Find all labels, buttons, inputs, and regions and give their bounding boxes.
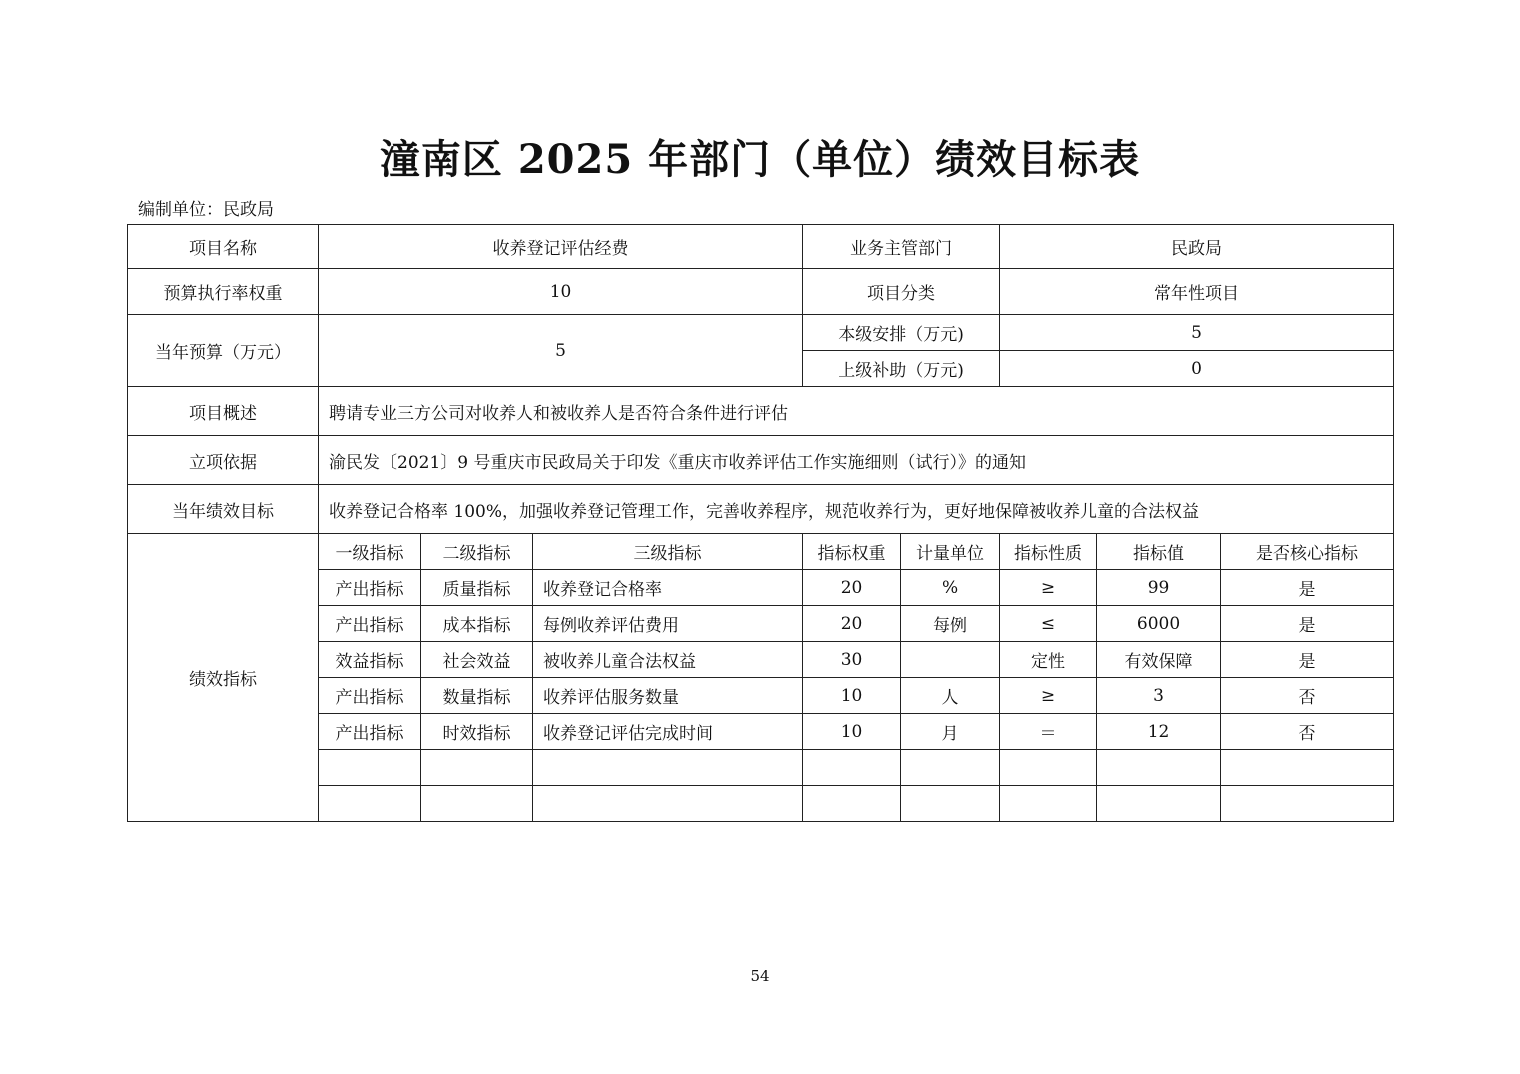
- compile-unit: 编制单位：民政局: [138, 200, 274, 220]
- indicator-nature: [1000, 750, 1097, 786]
- indicator-core: [1221, 786, 1394, 822]
- column-header: 一级指标: [319, 534, 421, 570]
- indicator-level2: 时效指标: [421, 714, 533, 750]
- indicator-level1: 产出指标: [319, 714, 421, 750]
- indicator-weight: 20: [803, 606, 901, 642]
- indicator-value: 3: [1097, 678, 1221, 714]
- indicator-unit: [901, 786, 1000, 822]
- column-header: 指标性质: [1000, 534, 1097, 570]
- indicator-unit: [901, 750, 1000, 786]
- indicator-level1: 效益指标: [319, 642, 421, 678]
- indicator-level3: [533, 750, 803, 786]
- indicator-weight: 20: [803, 570, 901, 606]
- indicator-core: 是: [1221, 570, 1394, 606]
- row-basis: [128, 436, 1394, 485]
- overview-label: 项目概述: [128, 387, 319, 436]
- indicator-level1: 产出指标: [319, 606, 421, 642]
- local-label: 本级安排（万元): [803, 315, 1000, 351]
- indicator-level1: 产出指标: [319, 570, 421, 606]
- indicator-weight: [803, 786, 901, 822]
- budget-value: 5: [319, 315, 803, 387]
- indicator-level1: 产出指标: [319, 678, 421, 714]
- category-value: 常年性项目: [1000, 269, 1394, 315]
- row-budget: [128, 315, 1394, 351]
- performance-target-table: [127, 224, 1394, 822]
- indicator-level2: 数量指标: [421, 678, 533, 714]
- indicator-section-label: 绩效指标: [128, 534, 319, 822]
- indicator-value: 6000: [1097, 606, 1221, 642]
- indicator-core: 否: [1221, 678, 1394, 714]
- indicator-nature: ≥: [1000, 570, 1097, 606]
- indicator-level2: [421, 786, 533, 822]
- project-name-label: 项目名称: [128, 225, 319, 269]
- indicator-unit: [901, 642, 1000, 678]
- indicator-level2: [421, 750, 533, 786]
- indicator-unit: 每例: [901, 606, 1000, 642]
- indicator-nature: 定性: [1000, 642, 1097, 678]
- indicator-level3: 被收养儿童合法权益: [533, 642, 803, 678]
- indicator-level3: [533, 786, 803, 822]
- indicator-unit: %: [901, 570, 1000, 606]
- indicator-core: 否: [1221, 714, 1394, 750]
- indicator-value: [1097, 786, 1221, 822]
- goal-value: 收养登记合格率 100%，加强收养登记管理工作，完善收养程序，规范收养行为，更好地保障被收养儿童的合法权益: [319, 485, 1394, 534]
- upper-label: 上级补助（万元): [803, 351, 1000, 387]
- budget-label: 当年预算（万元）: [128, 315, 319, 387]
- column-header: 计量单位: [901, 534, 1000, 570]
- row-project-name: [128, 225, 1394, 269]
- indicator-core: 是: [1221, 606, 1394, 642]
- row-goal: [128, 485, 1394, 534]
- local-value: 5: [1000, 315, 1394, 351]
- column-header: 是否核心指标: [1221, 534, 1394, 570]
- dept-value: 民政局: [1000, 225, 1394, 269]
- column-header: 指标权重: [803, 534, 901, 570]
- document-title: 潼南区 2025 年部门（单位）绩效目标表: [379, 136, 1141, 183]
- indicator-level2: 质量指标: [421, 570, 533, 606]
- indicator-nature: ≥: [1000, 678, 1097, 714]
- indicator-level3: 收养登记评估完成时间: [533, 714, 803, 750]
- indicator-value: 99: [1097, 570, 1221, 606]
- indicator-weight: [803, 750, 901, 786]
- row-exec-weight: [128, 269, 1394, 315]
- indicator-level3: 每例收养评估费用: [533, 606, 803, 642]
- indicator-nature: [1000, 786, 1097, 822]
- indicator-level3: 收养评估服务数量: [533, 678, 803, 714]
- exec-weight-value: 10: [319, 269, 803, 315]
- basis-label: 立项依据: [128, 436, 319, 485]
- goal-label: 当年绩效目标: [128, 485, 319, 534]
- indicator-level2: 成本指标: [421, 606, 533, 642]
- indicator-level2: 社会效益: [421, 642, 533, 678]
- column-header: 二级指标: [421, 534, 533, 570]
- indicator-level3: 收养登记合格率: [533, 570, 803, 606]
- indicator-level1: [319, 750, 421, 786]
- indicator-nature: ＝: [1000, 714, 1097, 750]
- category-label: 项目分类: [803, 269, 1000, 315]
- indicator-unit: 月: [901, 714, 1000, 750]
- column-header: 指标值: [1097, 534, 1221, 570]
- indicator-core: 是: [1221, 642, 1394, 678]
- indicator-level1: [319, 786, 421, 822]
- indicator-weight: 10: [803, 714, 901, 750]
- column-header: 三级指标: [533, 534, 803, 570]
- project-name-value: 收养登记评估经费: [319, 225, 803, 269]
- row-overview: [128, 387, 1394, 436]
- indicator-header-row: [128, 534, 1394, 570]
- indicator-weight: 10: [803, 678, 901, 714]
- indicator-value: 12: [1097, 714, 1221, 750]
- indicator-value: 有效保障: [1097, 642, 1221, 678]
- indicator-weight: 30: [803, 642, 901, 678]
- basis-value: 渝民发〔2021〕9 号重庆市民政局关于印发《重庆市收养评估工作实施细则（试行）》的通知: [319, 436, 1394, 485]
- overview-value: 聘请专业三方公司对收养人和被收养人是否符合条件进行评估: [319, 387, 1394, 436]
- upper-value: 0: [1000, 351, 1394, 387]
- exec-weight-label: 预算执行率权重: [128, 269, 319, 315]
- dept-label: 业务主管部门: [803, 225, 1000, 269]
- page-number: 54: [750, 967, 770, 985]
- indicator-core: [1221, 750, 1394, 786]
- indicator-nature: ≤: [1000, 606, 1097, 642]
- indicator-unit: 人: [901, 678, 1000, 714]
- indicator-value: [1097, 750, 1221, 786]
